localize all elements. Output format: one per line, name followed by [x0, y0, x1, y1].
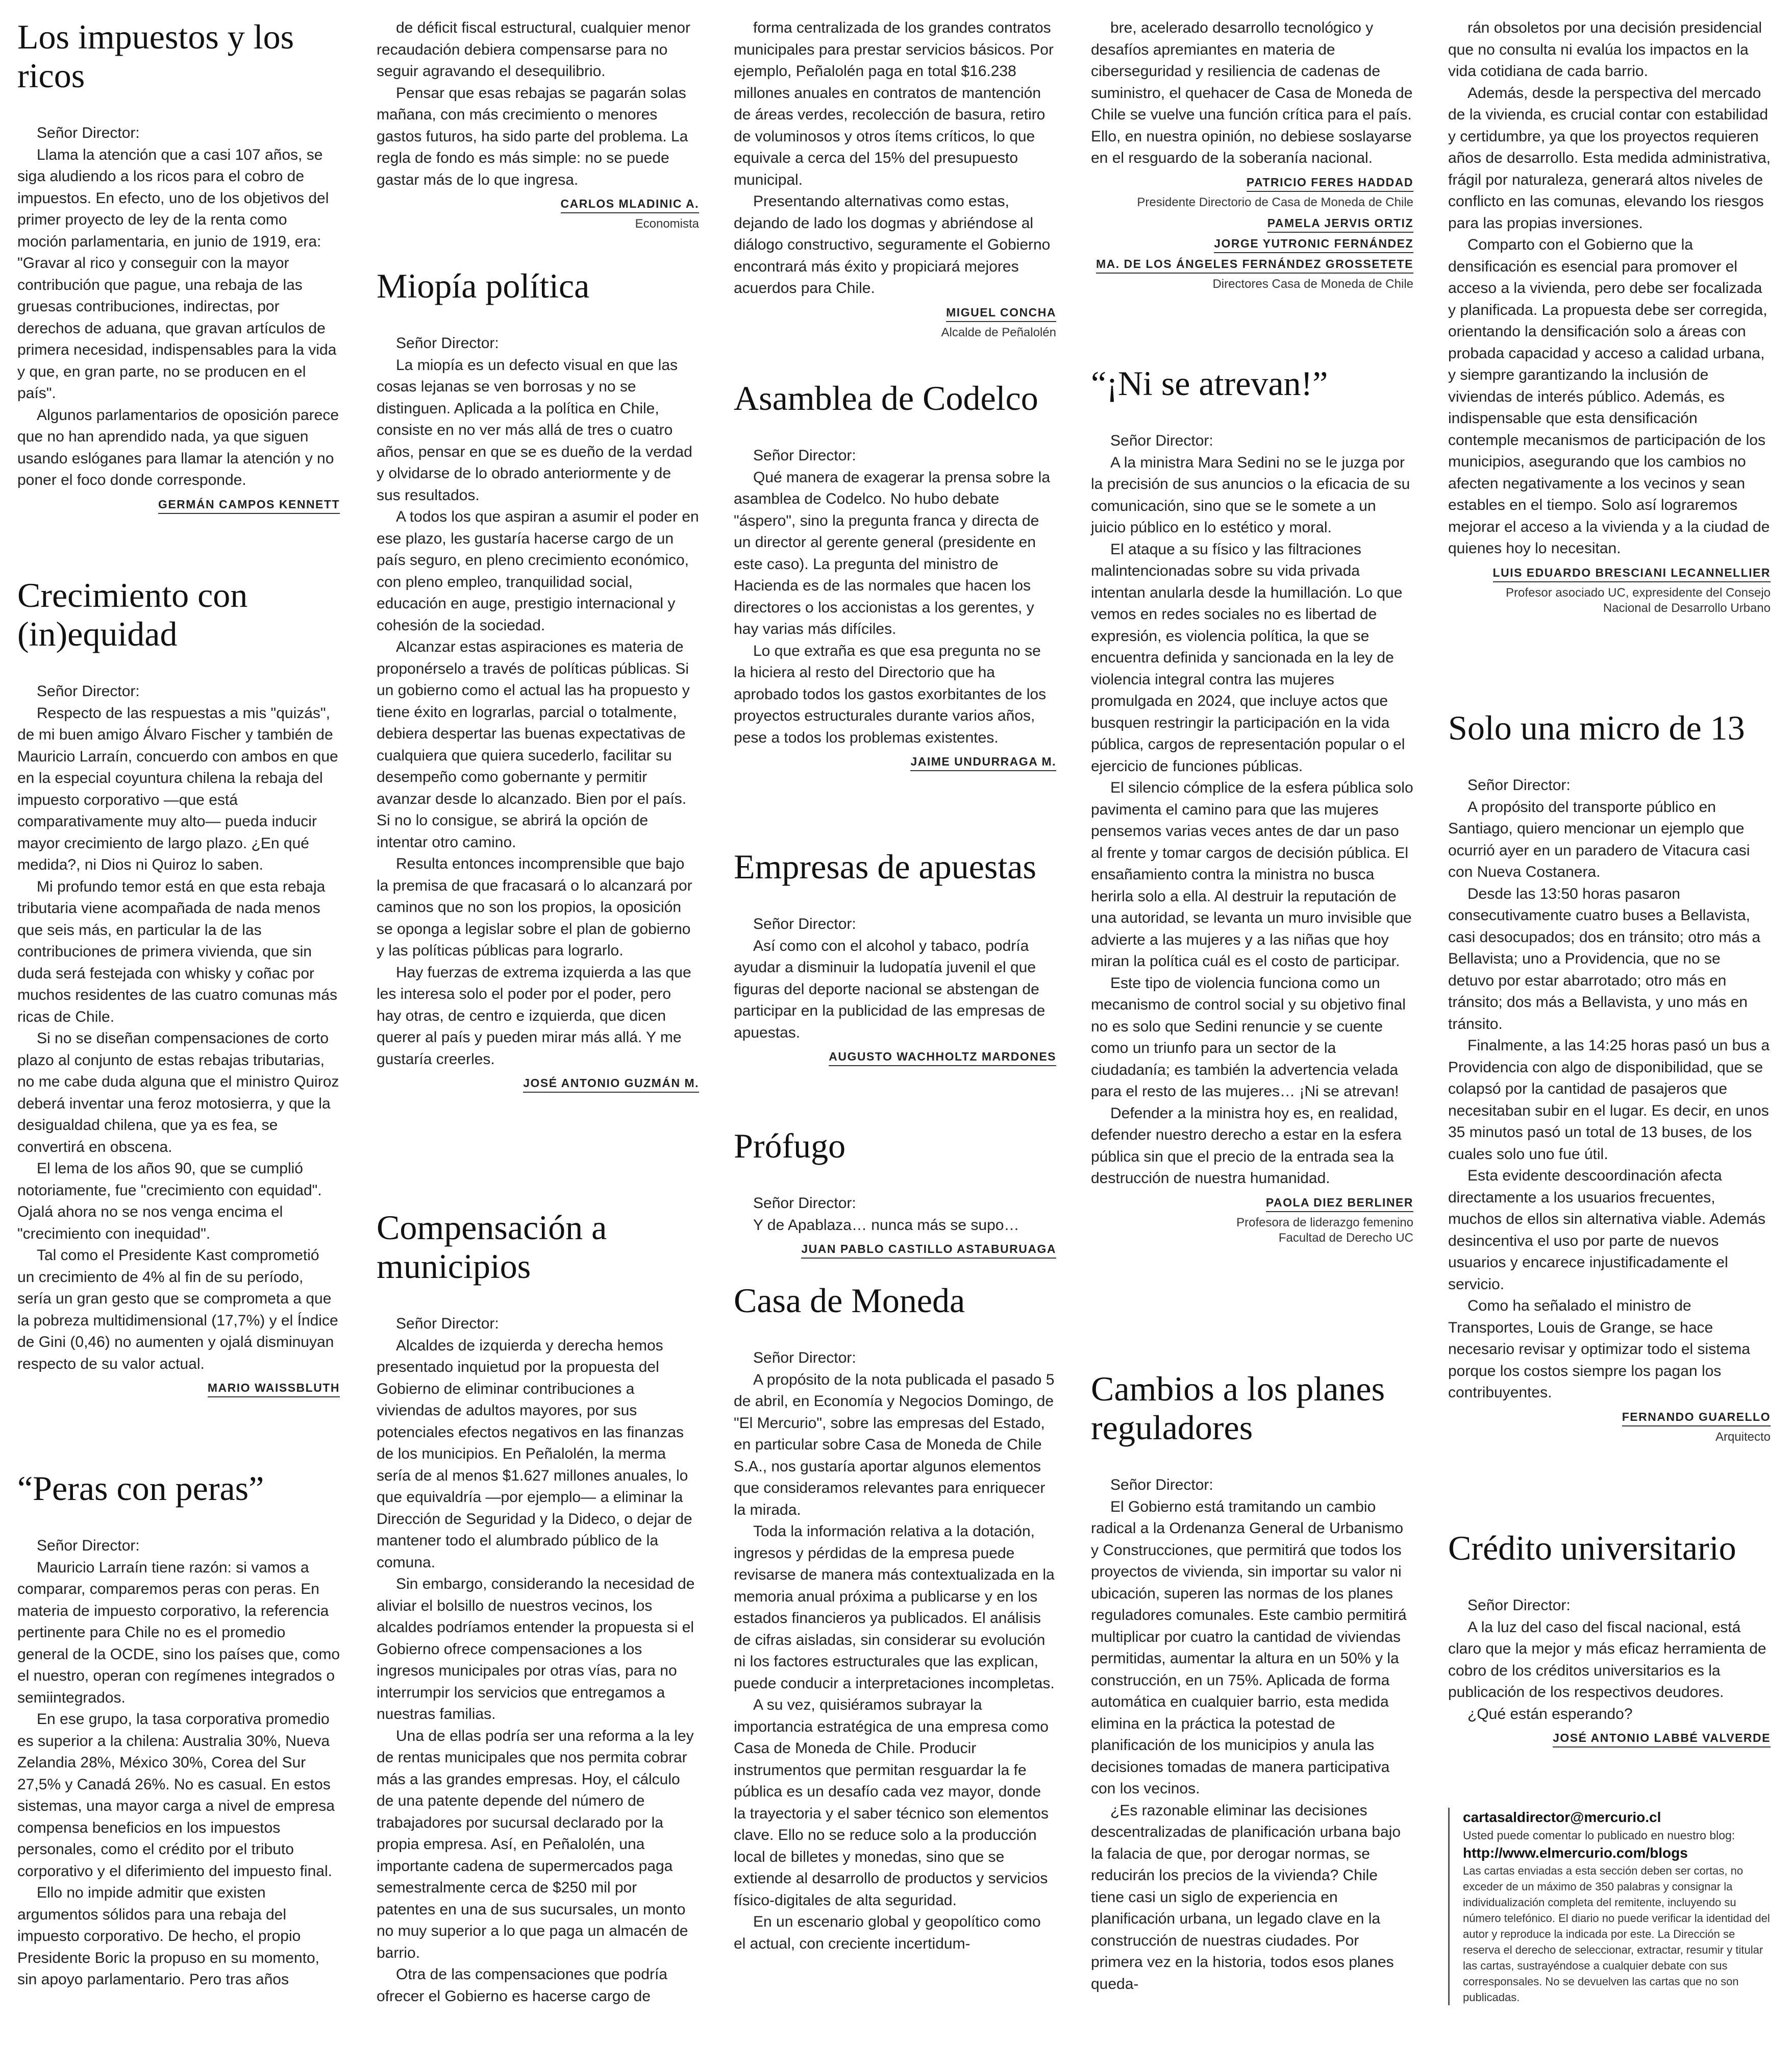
- letter-paragraph: Y de Apablaza… nunca más se supo…: [753, 1216, 1019, 1234]
- author-signature: JOSÉ ANTONIO GUZMÁN M.: [523, 1076, 699, 1093]
- signature-block: [1091, 171, 1413, 192]
- letter-paragraph: Finalmente, a las 14:25 horas pasó un bus a Providencia con algo de disponibilidad, que se colapsó por la cantidad de pasajeros que necesitaban subir en el lugar. Es decir, en unos 35 minutos pasó un total de 13 buses, de los cuales solo uno fue útil.: [1448, 1037, 1770, 1163]
- letter-paragraph: Algunos parlamentarios de oposición parece que no han aprendido nada, ya que siguen usando eslóganes para llamar la atención y no poner el foco donde corresponde.: [17, 406, 339, 489]
- salutation: Señor Director:: [753, 1195, 856, 1212]
- letter-paragraph: Mauricio Larraín tiene razón: si vamos a comparar, comparemos peras con peras. En materia de impuesto corporativo, la referencia pertinente para Chile no es el promedio general de la OCDE, sino los países que, como el nuestro, operan con regímenes integrados o semiintegrados.: [17, 1559, 340, 1706]
- author-signature: MA. DE LOS ÁNGELES FERNÁNDEZ GROSSETETE: [1096, 257, 1413, 274]
- salutation: Señor Director:: [1110, 1476, 1213, 1494]
- letter-paragraph: Tal como el Presidente Kast comprometió un crecimiento de 4% al fin de su período, sería un gran gesto que se comprometa a que la pobreza multidimensional (17,7%) y el Índice de Gini (0,46) no aumenten y ojalá disminuyan respecto de su valor actual.: [17, 1247, 338, 1372]
- letter: [1448, 17, 1771, 616]
- signature-block: [734, 751, 1056, 771]
- letter-title: Compensación a municipios: [377, 1208, 607, 1286]
- letter: [377, 1208, 699, 2007]
- letter-paragraph: Defender a la ministra hoy es, en realidad, defender nuestro derecho a estar en la esfera pública sin que el precio de la entrada sea la destrucción de nuestra humanidad.: [1091, 1104, 1402, 1187]
- letter-paragraph: A la luz del caso del fiscal nacional, está claro que la mejor y más eficaz herramienta de cobro de los créditos universitarios es la publicación de los respectivos deudores.: [1448, 1618, 1766, 1701]
- letter-paragraph: Comparto con el Gobierno que la densificación es esencial para promover el acceso a la vivienda, pero debe ser focalizada y planificada. La propuesta debe ser corregida, orientando la densificación solo a áreas con probada capacidad y acceso a calidad urbana, y siempre garantizando la inclusión de viviendas de interés público. Además, es indispensable que esta densificación contemple mecanismos de participación de los municipios, asegurando que los cambios no afecten negativamente a los vecinos y sean estables en el tiempo. Solo así lograremos mejorar el acceso a la vivienda y a la ciudad de quienes hoy lo necesitan.: [1448, 236, 1770, 557]
- author-signature: AUGUSTO WACHHOLTZ MARDONES: [829, 1050, 1056, 1066]
- author-signature: JORGE YUTRONIC FERNÁNDEZ: [1214, 237, 1413, 253]
- salutation: Señor Director:: [37, 125, 140, 142]
- author-signature: FERNANDO GUARELLO: [1622, 1410, 1771, 1426]
- letter: [1091, 364, 1413, 1246]
- letter-paragraph: A propósito de la nota publicada el pasado 5 de abril, en Economía y Negocios Domingo, de "El Mercurio", sobre las empresas del Estado, en particular sobre Casa de Moneda de Chile S.A., nos gustaría aportar algunos elementos que consideramos relevantes para enriquecer la mirada.: [734, 1371, 1055, 1518]
- letter: [734, 1126, 1056, 1259]
- salutation: Señor Director:: [37, 1537, 140, 1555]
- signature-block: [1448, 1406, 1771, 1426]
- author-role: Economista: [635, 217, 699, 231]
- letter-paragraph: Respecto de las respuestas a mis "quizás", de mi buen amigo Álvaro Fischer y también de Mauricio Larraín, concuerdo con ambos en que en la especial coyuntura chilena la rebaja del impuesto corporativo —que está comparativamente muy alto— pueda inducir mayor crecimiento de largo plazo. ¿En qué medida?, ni Dios ni Quiroz lo saben.: [17, 704, 338, 874]
- letter-paragraph: A propósito del transporte público en Santiago, quiero mencionar un ejemplo que ocurrió ayer en un paradero de Vitacura casi con Nueva Costanera.: [1448, 798, 1750, 881]
- salutation: Señor Director:: [753, 1349, 856, 1367]
- author-signature: PAMELA JERVIS ORTIZ: [1267, 216, 1413, 233]
- letter: [734, 1281, 1056, 1955]
- author-role: Profesora de liderazgo femenino Facultad de Derecho UC: [1236, 1215, 1413, 1245]
- signature-block-secondary: [1091, 212, 1413, 274]
- submission-guidelines: Las cartas enviadas a esta sección deben ser cortas, no exceder de un máximo de 350 palabras y consignar la individualización completa del remitente, incluyendo su número telefónico. El diario no puede verificar la identidad del autor y reproduce la indicada por este. La Dirección se reserva el derecho de seleccionar, extractar, resumir y titular las cartas, sustrayéndose a cualquier debate con sus corresponsales. No se devuelven las cartas que no son publicadas.: [1463, 1864, 1770, 2004]
- letter: [17, 1469, 340, 1991]
- letter-paragraph: Como ha señalado el ministro de Transportes, Louis de Grange, se hace necesario revisar y optimizar todo el sistema porque los costos siempre los pagan los contribuyentes.: [1448, 1297, 1750, 1401]
- letter-paragraph: forma centralizada de los grandes contratos municipales para prestar servicios básicos. Por ejemplo, Peñalolén paga en total $16.238 millones anuales en contratos de mantención de áreas verdes, recolección de basura, retiro de voluminosos y otros ítems críticos, lo que equivale a cerca del 15% del presupuesto municipal.: [734, 19, 1054, 188]
- salutation: Señor Director:: [37, 683, 140, 700]
- letter: [1091, 17, 1413, 292]
- letter-paragraph: A la ministra Mara Sedini no se le juzga por la precisión de sus anuncios o la eficacia de su comunicación, sino que se le somete a un juicio público en lo estético y moral.: [1091, 454, 1410, 536]
- author-signature: MARIO WAISSBLUTH: [208, 1381, 340, 1397]
- author-role-secondary: Directores Casa de Moneda de Chile: [1212, 277, 1413, 291]
- letter-paragraph: El Gobierno está tramitando un cambio radical a la Ordenanza General de Urbanismo y Construcciones, que permitirá que todos los proyectos de vivienda, sin importar su valor ni ubicación, superen las normas de los planes reguladores comunales. Este cambio permitirá multiplicar por cuatro la cantidad de viviendas permitidas, aumentar la altura en un 50% y la construcción, en un 75%. Aplicada de forma automática en cualquier barrio, esta medida elimina en la práctica la potestad de planificación de los municipios y anula las decisiones tomadas de manera participativa con los vecinos.: [1091, 1498, 1407, 1798]
- letter: [734, 379, 1056, 771]
- letter-paragraph: La miopía es un defecto visual en que las cosas lejanas se ven borrosas y no se distinguen. Aplicada a la política en Chile, consiste en no ver más allá de tres o cuatro años, pensar en que se es dueño de la verdad y olvidarse de lo obrado anteriormente y de sus resultados.: [377, 356, 692, 504]
- letter: [734, 847, 1056, 1066]
- author-signature: JOSÉ ANTONIO LABBÉ VALVERDE: [1553, 1731, 1771, 1747]
- letter-paragraph: Toda la información relativa a la dotación, ingresos y pérdidas de la empresa puede revisarse de manera más contextualizada en la memoria anual próxima a publicarse y en los estados financieros ya publicados. El análisis de cifras aisladas, sin considerar su evolución ni los factores estructurales que las explican, puede conducir a interpretaciones incompletas.: [734, 1523, 1055, 1692]
- letter-paragraph: El ataque a su físico y las filtraciones malintencionadas sobre su vida privada intentan anularla desde la humillación. Lo que vemos en redes sociales no es libertad de expresión, es violencia política, la que se encuentra definida y sancionada en la ley de violencia integral contra las mujeres promulgada en 2024, que incluye actos que busquen restringir la participación en la vida pública, cargos de representación popular o el ejercicio de funciones públicas.: [1091, 540, 1405, 775]
- signature-block: [377, 1072, 699, 1093]
- contact-email-link[interactable]: cartasaldirector@mercurio.cl: [1463, 1809, 1661, 1825]
- letter-paragraph: En ese grupo, la tasa corporativa promedio es superior a la chilena: Australia 30%, Nueva Zelandia 28%, México 30%, Corea del Sur 27,5% y Canadá 26%. No es casual. En estos sistemas, una mayor carga a nivel de empresa compensa beneficios en los impuestos personales, como el crédito por el tributo corporativo y el diferimiento del impuesto final.: [17, 1711, 335, 1880]
- letter: [17, 17, 340, 514]
- letter: [1448, 1529, 1771, 1747]
- author-signature: PAOLA DIEZ BERLINER: [1266, 1196, 1413, 1212]
- signature-block: [377, 193, 699, 213]
- salutation: Señor Director:: [1110, 432, 1213, 450]
- letter-paragraph: Resulta entonces incomprensible que bajo la premisa de que fracasará o lo alcanzará por caminos que no son los propios, la oposición se oponga a legislar sobre el plan de gobierno y las políticas públicas para lograrlo.: [377, 855, 692, 959]
- signature-block: [734, 1046, 1056, 1066]
- letter-paragraph: rán obsoletos por una decisión presidencial que no consulta ni evalúa los impactos en la vida cotidiana de cada barrio.: [1448, 19, 1762, 80]
- signature-block: [734, 302, 1056, 322]
- letter-paragraph: bre, acelerado desarrollo tecnológico y desafíos apremiantes en materia de ciberseguridad y resiliencia de cadenas de suministro, el quehacer de Casa de Moneda de Chile se vuelve una función crítica para el país. Ello, en nuestra opinión, no debiese soslayarse en el resguardo de la soberanía nacional.: [1091, 19, 1413, 166]
- author-role: Presidente Directorio de Casa de Moneda de Chile: [1137, 195, 1413, 209]
- salutation: Señor Director:: [1467, 1597, 1571, 1614]
- blog-url-link[interactable]: http://www.elmercurio.com/blogs: [1463, 1845, 1688, 1861]
- signature-block: [734, 1238, 1056, 1259]
- author-signature: LUIS EDUARDO BRESCIANI LECANNELLIER: [1493, 566, 1771, 582]
- letter-paragraph: Presentando alternativas como estas, dejando de lado los dogmas y abriéndose al diálogo constructivo, seguramente el Gobierno encontrará más éxito y propiciará mejores acuerdos para Chile.: [734, 193, 1051, 297]
- salutation: Señor Director:: [1467, 777, 1571, 794]
- signature-block: [1091, 1192, 1413, 1212]
- letter-title: Casa de Moneda: [734, 1281, 965, 1320]
- author-role: Profesor asociado UC, expresidente del Consejo Nacional de Desarrollo Urbano: [1506, 585, 1771, 615]
- letter-title: Cambios a los planes reguladores: [1091, 1369, 1385, 1447]
- letter-paragraph: Así como con el alcohol y tabaco, podría ayudar a disminuir la ludopatía juvenil el que figuras del deporte nacional se abstengan de participar en la publicidad de las empresas de apuestas.: [734, 937, 1046, 1041]
- author-signature: CARLOS MLADINIC A.: [561, 197, 699, 213]
- signature-block: [1448, 1727, 1771, 1747]
- letter-paragraph: El silencio cómplice de la esfera pública solo pavimenta el camino para que las mujeres pensemos varias veces antes de dar un paso al frente y tomar cargos de decisión pública. El ensañamiento contra la ministra no busca herirla solo a ella. Al destruir la reputación de una autoridad, se levanta un muro invisible que advierte a las mujeres y a las niñas que hoy miran la política cuál es el costo de participar.: [1091, 779, 1413, 970]
- signature-block: [17, 1377, 340, 1397]
- salutation: Señor Director:: [396, 335, 499, 352]
- letter: [734, 17, 1056, 340]
- letter-title: Solo una micro de 13: [1448, 708, 1745, 747]
- author-signature: GERMÁN CAMPOS KENNETT: [158, 498, 340, 514]
- salutation: Señor Director:: [753, 916, 856, 933]
- letter-title: Los impuestos y los ricos: [17, 17, 294, 95]
- letter: [377, 17, 699, 232]
- letter-paragraph: Lo que extraña es que esa pregunta no se la hiciera al resto del Directorio que ha aprobado todos los gastos exorbitantes de los proyectos estructurales durante varios años, pese a todos los problemas existentes.: [734, 642, 1047, 746]
- letter-paragraph: A su vez, quisiéramos subrayar la importancia estratégica de una empresa como Casa de Moneda de Chile. Producir instrumentos que permitan resguardar la fe pública es un desafío cada vez mayor, donde la trayectoria y el saber técnico son elementos clave. Ello no se reduce solo a la producción local de billetes y monedas, sino que se extiende al desarrollo de productos y servicios físico-digitales de alta seguridad.: [734, 1696, 1049, 1909]
- letter-paragraph: Ello no impide admitir que existen argumentos sólidos para una rebaja del impuesto corporativo. De hecho, el propio Presidente Boric la propuso en su momento, sin apoyo parlamentario. Pero tras años: [17, 1884, 319, 1988]
- letter-title: Crédito universitario: [1448, 1529, 1736, 1567]
- letter: [1448, 708, 1771, 1445]
- blog-intro-text: Usted puede comentar lo publicado en nuestro blog:: [1463, 1829, 1735, 1842]
- letter-paragraph: Alcaldes de izquierda y derecha hemos presentado inquietud por la propuesta del Gobierno de eliminar contribuciones a viviendas de adultos mayores, por sus potenciales efectos negativos en las finanzas de los municipios. En Peñalolén, la merma sería de al menos $1.627 millones anuales, lo que equivaldría —por ejemplo— a eliminar la Dirección de Seguridad y la Dideco, o dejar de mantener todo el alumbrado público de la comuna.: [377, 1337, 692, 1571]
- letter-title: Asamblea de Codelco: [734, 379, 1038, 417]
- letter-paragraph: Desde las 13:50 horas pasaron consecutivamente cuatro buses a Bellavista, casi desocupados; dos en tránsito; otro más a Bellavista; uno a Providencia, que no se detuvo por estar abarrotado; otro más en tránsito; dos más a Bellavista, y uno más en tránsito.: [1448, 885, 1761, 1032]
- salutation: Señor Director:: [396, 1315, 499, 1333]
- letter-paragraph: En un escenario global y geopolítico como el actual, con creciente incertidum-: [734, 1913, 1041, 1952]
- letter-paragraph: Una de ellas podría ser una reforma a la ley de rentas municipales que nos permita cobrar más a las grandes empresas. Hoy, el cálculo de una patente depende del número de trabajadores por sucursal declarado por la propia empresa. Así, en Peñalolén, una importante cadena de supermercados paga semestralmente cerca de $250 mil por patentes en una de sus sucursales, un monto no muy superior a lo que paga un almacén de barrio.: [377, 1727, 694, 1961]
- letter-title: Miopía política: [377, 266, 590, 305]
- author-signature: JUAN PABLO CASTILLO ASTABURUAGA: [801, 1242, 1056, 1259]
- letter: [1091, 1369, 1413, 1995]
- letter-paragraph: ¿Qué están esperando?: [1467, 1705, 1633, 1722]
- author-role: Alcalde de Peñalolén: [941, 325, 1056, 339]
- letter-title: Prófugo: [734, 1126, 846, 1165]
- letter: [377, 266, 699, 1093]
- author-signature: PATRICIO FERES HADDAD: [1247, 176, 1413, 192]
- letter-title: “Peras con peras”: [17, 1469, 264, 1508]
- letter-title: Crecimiento con (in)equidad: [17, 576, 248, 654]
- author-role: Arquitecto: [1715, 1430, 1771, 1444]
- letter-paragraph: Sin embargo, considerando la necesidad de aliviar el bolsillo de nuestros vecinos, los alcaldes podríamos entender la propuesta si el Gobierno ofrece compensaciones a los ingresos municipales por otras vías, para no interrumpir los servicios que entregamos a nuestras familias.: [377, 1575, 695, 1723]
- letter-paragraph: Alcanzar estas aspiraciones es materia de proponérselo a través de políticas públicas. Si un gobierno como el actual las ha propuesto y tiene éxito en lograrlas, parcial o totalmente, debiera despertar las buenas expectativas de cualquiera que quiera sucederlo, facilitar su desempeño como gobernante y permitir avanzar desde lo alcanzado. Bien por el país. Si no lo consigue, se abrirá la opción de intentar otro camino.: [377, 638, 690, 851]
- signature-block: [17, 494, 340, 514]
- letter-paragraph: de déficit fiscal estructural, cualquier menor recaudación debiera compensarse para no seguir agravando el desequilibrio.: [377, 19, 690, 80]
- letter-paragraph: Pensar que esas rebajas se pagarán solas mañana, con más crecimiento o menores gastos futuros, ha sido parte del problema. La regla de fondo es más simple: no se puede gastar más de lo que ingresa.: [377, 84, 688, 188]
- letter-paragraph: Si no se diseñan compensaciones de corto plazo al conjunto de estas rebajas tributarias, no me cabe duda alguna que el ministro Quiroz deberá inventar una feroz motosierra, y que la desigualdad chilena, que ya es fea, se convertirá en obscena.: [17, 1030, 339, 1155]
- letter: [17, 576, 340, 1397]
- letter-paragraph: A todos los que aspiran a asumir el poder en ese plazo, les gustaría hacerse cargo de un país seguro, en pleno crecimiento económico, con pleno empleo, tranquilidad social, educación en auge, prestigio internacional y cohesión de la sociedad.: [377, 508, 699, 634]
- letter-paragraph: Además, desde la perspectiva del mercado de la vivienda, es crucial contar con estabilidad y certidumbre, ya que los proyectos requieren años de desarrollo. Esta medida administrativa, frágil por naturaleza, generará altos niveles de conflicto en las comunas, elevando los riesgos para las propias inversiones.: [1448, 84, 1771, 232]
- salutation: Señor Director:: [753, 447, 856, 464]
- author-signature: JAIME UNDURRAGA M.: [910, 755, 1056, 771]
- letter-title: Empresas de apuestas: [734, 847, 1036, 886]
- signature-block: [1448, 562, 1771, 582]
- letter-paragraph: Qué manera de exagerar la prensa sobre la asamblea de Codelco. No hubo debate "áspero", sino la pregunta franca y directa de un director al gerente general (presidente en este caso). La pregunta del ministro de Hacienda es de las normales que hacen los directores o los accionistas a los gerentes, y hay varias más difíciles.: [734, 469, 1051, 638]
- letter-paragraph: Esta evidente descoordinación afecta directamente a los usuarios frecuentes, muchos de ellos sin alternativa viable. Además desincentiva el uso por parte de nuevos usuarios y encarece injustificadamente el servicio.: [1448, 1167, 1766, 1293]
- letter-paragraph: Este tipo de violencia funciona como un mecanismo de control social y su objetivo final no es solo que Sedini renuncie y se cuente como un triunfo para un sector de la ciudadanía; es también la advertencia velada para el resto de las mujeres… ¡Ni se atrevan!: [1091, 974, 1406, 1100]
- letter-paragraph: Llama la atención que a casi 107 años, se siga aludiendo a los ricos para el cobro de impuestos. En efecto, uno de los objetivos del primer proyecto de ley de la renta como moción parlamentaria, en junio de 1919, era: "Gravar al rico y conseguir con la mayor contribución que pague, una rebaja de las gruesas contribuciones, indirectas, por derechos de aduana, que gravan artículos de primera necesidad, indispensables para la vida y que, en gran parte, no se producen en el país".: [17, 146, 337, 402]
- letter-paragraph: Mi profundo temor está en que esta rebaja tributaria viene acompañada de nada menos que seis más, en particular la de las contribuciones de primera vivienda, que sin duda será festejada con whisky y coñac por muchos residentes de las cuatro comunas más ricas de Chile.: [17, 878, 337, 1025]
- letter-paragraph: Hay fuerzas de extrema izquierda a las que les interesa solo el poder por el poder, pero hay otras, de centro e izquierda, que dicen querer al país y pueden mirar más allá. Y me gustaría creerles.: [377, 964, 691, 1068]
- letters-info-box: [1448, 1808, 1772, 2005]
- letter-title: “¡Ni se atrevan!”: [1091, 364, 1328, 403]
- letter-paragraph: ¿Es razonable eliminar las decisiones descentralizadas de planificación urbana bajo la falacia de que, por derogar normas, se reducirán los precios de la vivienda? Chile tiene casi un siglo de experiencia en planificación urbana, un legado clave en la construcción de nuestras ciudades. Por primera vez en la historia, todos esos planes queda-: [1091, 1802, 1401, 1992]
- letter-paragraph: Otra de las compensaciones que podría ofrecer el Gobierno es hacerse cargo de: [377, 1966, 667, 2005]
- letter-paragraph: El lema de los años 90, que se cumplió notoriamente, fue "crecimiento con equidad". Ojalá ahora no se nos venga encima el "crecimiento con inequidad".: [17, 1160, 322, 1242]
- author-signature: MIGUEL CONCHA: [946, 306, 1056, 322]
